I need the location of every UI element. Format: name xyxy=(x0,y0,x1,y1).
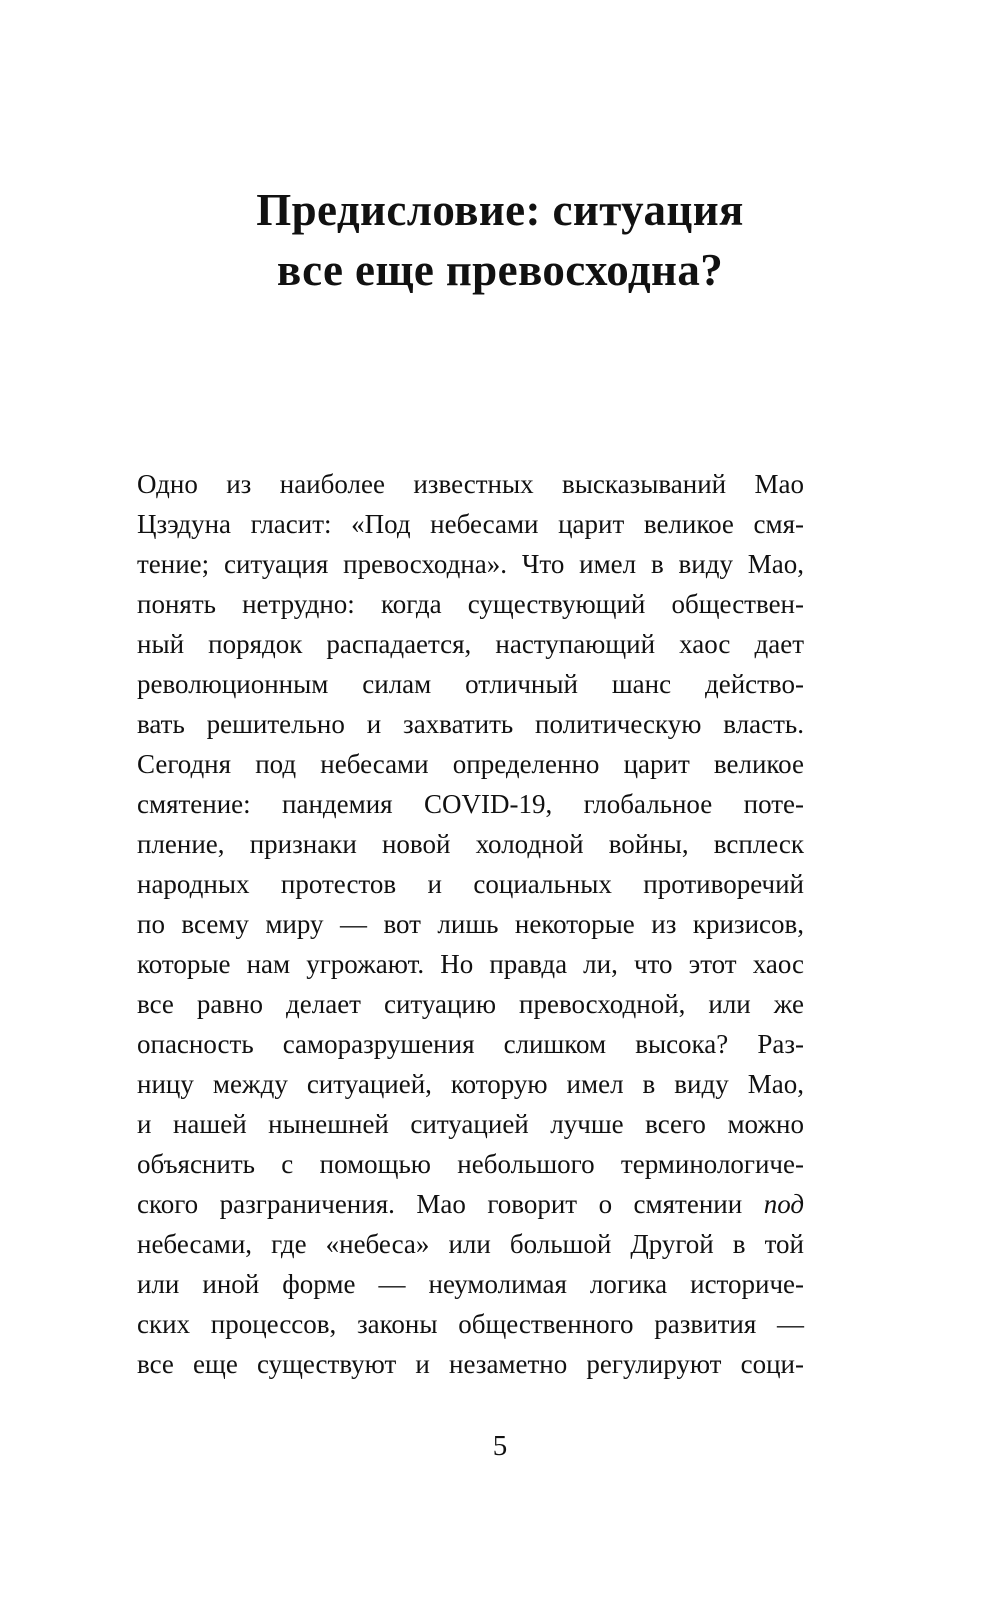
text-line: ный порядок распадается, наступающий хаос дает xyxy=(137,629,804,659)
text-line: объяснить с помощью небольшого терминологиче- xyxy=(137,1149,804,1179)
chapter-title-line-1: Предисловие: ситуация xyxy=(256,185,744,235)
body-paragraph xyxy=(137,464,804,1384)
text-line: тение; ситуация превосходна». Что имел в виду Мао, xyxy=(137,549,804,579)
text-line: небесами, где «небеса» или большой Другой в той xyxy=(137,1229,804,1259)
text-line: Цзэдуна гласит: «Под небесами царит великое смя- xyxy=(137,509,804,539)
text-line: ских процессов, законы общественного развития — xyxy=(137,1309,804,1339)
text-line: Сегодня под небесами определенно царит великое xyxy=(137,749,804,779)
text-line: пление, признаки новой холодной войны, всплеск xyxy=(137,829,804,859)
text-line: и нашей нынешней ситуацией лучше всего можно xyxy=(137,1109,804,1139)
chapter-title-line-2: все еще превосходна? xyxy=(276,245,724,295)
text-line: все еще существуют и незаметно регулируют соци- xyxy=(137,1349,804,1379)
text-line: ницу между ситуацией, которую имел в виду Мао, xyxy=(137,1069,804,1099)
text-line: опасность саморазрушения слишком высока? Раз- xyxy=(137,1029,804,1059)
text-line: смятение: пандемия COVID-19, глобальное поте- xyxy=(137,789,804,819)
text-line: по всему миру — вот лишь некоторые из кризисов, xyxy=(137,909,804,939)
text-line-prefix: ского разграничения. Мао говорит о смятении xyxy=(137,1189,743,1219)
text-line: все равно делает ситуацию превосходной, или же xyxy=(137,989,804,1019)
italic-word: под xyxy=(763,1189,804,1219)
text-line: вать решительно и захватить политическую власть. xyxy=(137,709,804,739)
text-line-with-italic xyxy=(137,1184,804,1224)
text-line: понять нетрудно: когда существующий обществен- xyxy=(137,589,804,619)
text-line: народных протестов и социальных противоречий xyxy=(137,869,804,899)
text-line: Одно из наиболее известных высказываний Мао xyxy=(137,469,804,499)
page-number: 5 xyxy=(492,1430,508,1462)
text-line: которые нам угрожают. Но правда ли, что этот хаос xyxy=(137,949,804,979)
chapter-title xyxy=(0,180,1000,300)
text-line: или иной форме — неумолимая логика историче- xyxy=(137,1269,804,1299)
text-line: революционным силам отличный шанс действо- xyxy=(137,669,804,699)
